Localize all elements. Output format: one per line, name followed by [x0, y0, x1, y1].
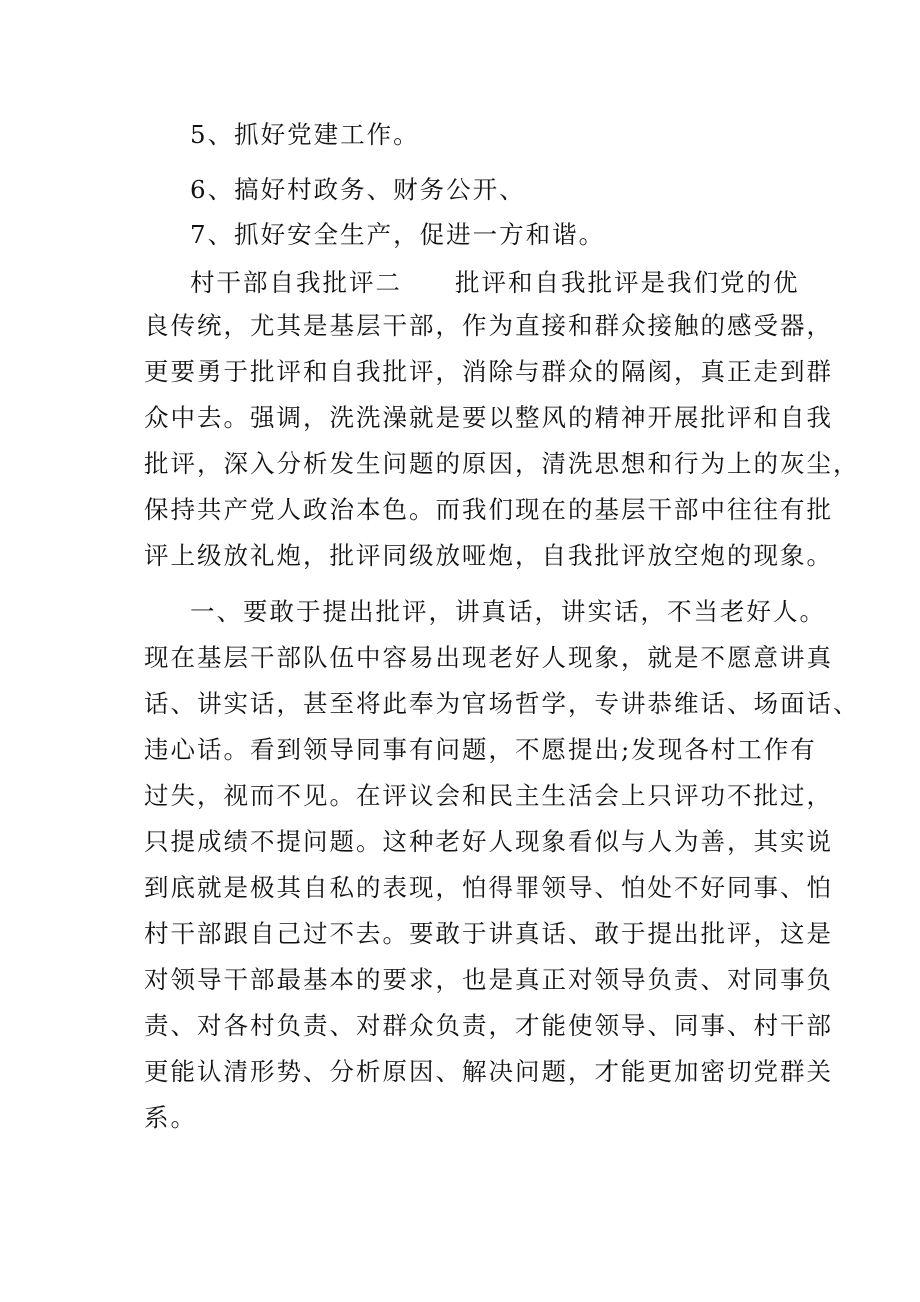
paragraph-line: 话、讲实话，甚至将此奉为官场哲学，专讲恭维话、场面话、: [144, 689, 860, 718]
paragraph-line: 良传统，尤其是基层干部，作为直接和群众接触的感受器，: [144, 311, 833, 340]
paragraph-line: 评上级放礼炮，批评同级放哑炮，自我批评放空炮的现象。: [144, 541, 833, 570]
paragraph-line: 村干部自我批评二 批评和自我批评是我们党的优: [190, 268, 800, 297]
paragraph-line: 一、要敢于提出批评，讲真话，讲实话，不当老好人。: [190, 597, 826, 626]
paragraph-line: 违心话。看到领导同事有问题，不愿提出;发现各村工作有: [144, 735, 817, 764]
paragraph-line: 到底就是极其自私的表现，怕得罪领导、怕处不好同事、怕: [144, 873, 833, 902]
paragraph-line: 众中去。强调，洗洗澡就是要以整风的精神开展批评和自我: [144, 403, 833, 432]
paragraph-line: 更要勇于批评和自我批评，消除与群众的隔阂，真正走到群: [144, 357, 833, 386]
paragraph-line: 对领导干部最基本的要求，也是真正对领导负责、对同事负: [144, 965, 833, 994]
list-item-6: 6、搞好村政务、财务公开、: [190, 175, 526, 204]
list-item-5: 5、抓好党建工作。: [190, 120, 420, 149]
paragraph-line: 只提成绩不提问题。这种老好人现象看似与人为善，其实说: [144, 827, 833, 856]
list-item-7: 7、抓好安全生产，促进一方和谐。: [190, 220, 606, 249]
paragraph-line: 批评，深入分析发生问题的原因，清洗思想和行为上的灰尘，: [144, 449, 860, 478]
paragraph-line: 责、对各村负责、对群众负责，才能使领导、同事、村干部: [144, 1011, 833, 1040]
paragraph-line: 保持共产党人政治本色。而我们现在的基层干部中往往有批: [144, 495, 833, 524]
paragraph-line: 现在基层干部队伍中容易出现老好人现象，就是不愿意讲真: [144, 643, 833, 672]
paragraph-line: 过失，视而不见。在评议会和民主生活会上只评功不批过，: [144, 781, 833, 810]
paragraph-line: 更能认清形势、分析原因、解决问题，才能更加密切党群关: [144, 1057, 833, 1086]
paragraph-line: 村干部跟自己过不去。要敢于讲真话、敢于提出批评，这是: [144, 919, 833, 948]
paragraph-line: 系。: [144, 1103, 197, 1132]
